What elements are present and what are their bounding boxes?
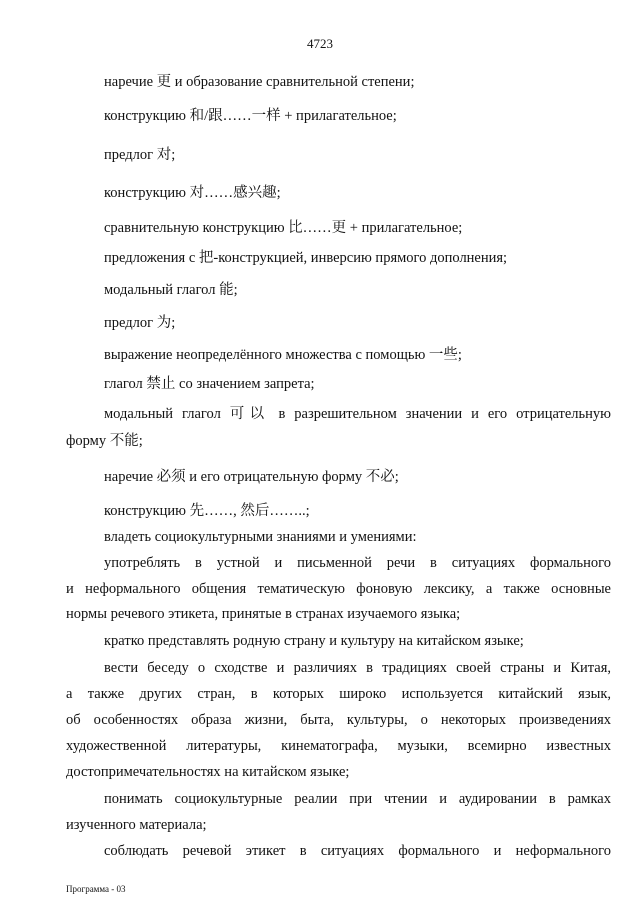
text-line: модальный глагол 可以 в разрешительном значении и его отрицательную bbox=[104, 406, 611, 422]
text-line: употреблять в устной и письменной речи в ситуациях формального bbox=[104, 555, 611, 571]
text-line: владеть социокультурными знаниями и умениями: bbox=[104, 529, 417, 545]
text-line: об особенностях образа жизни, быта, культуры, о некоторых произведениях bbox=[66, 712, 611, 728]
text-line: кратко представлять родную страну и культуру на китайском языке; bbox=[104, 633, 524, 649]
text-line: художественной литературы, кинематографа, музыки, всемирно известных bbox=[66, 738, 611, 754]
text-line: модальный глагол 能; bbox=[104, 282, 238, 298]
text-line: изученного материала; bbox=[66, 817, 207, 833]
text-line: конструкцию 和/跟……一样 + прилагательное; bbox=[104, 108, 397, 124]
footer-label: Программа - 03 bbox=[66, 884, 126, 894]
text-line: вести беседу о сходстве и различиях в традициях своей страны и Китая, bbox=[104, 660, 611, 676]
text-line: нормы речевого этикета, принятые в странах изучаемого языка; bbox=[66, 606, 461, 622]
text-line: а также других стран, в которых широко используется китайский язык, bbox=[66, 686, 611, 702]
text-line: форму 不能; bbox=[66, 433, 143, 449]
text-line: предлог 对; bbox=[104, 147, 176, 163]
text-line: соблюдать речевой этикет в ситуациях формального и неформального bbox=[104, 843, 611, 859]
text-line: наречие 必须 и его отрицательную форму 不必; bbox=[104, 469, 399, 485]
text-line: предлог 为; bbox=[104, 315, 176, 331]
text-line: глагол 禁止 со значением запрета; bbox=[104, 376, 315, 392]
text-line: и неформального общения тематическую фоновую лексику, а также основные bbox=[66, 581, 611, 597]
text-line: наречие 更 и образование сравнительной степени; bbox=[104, 74, 415, 90]
text-line: предложения с 把-конструкцией, инверсию прямого дополнения; bbox=[104, 250, 508, 266]
text-line: конструкцию 对……感兴趣; bbox=[104, 185, 281, 201]
text-line: сравнительную конструкцию 比……更 + прилагательное; bbox=[104, 220, 463, 236]
page-number: 4723 bbox=[307, 36, 333, 51]
text-line: выражение неопределённого множества с помощью 一些; bbox=[104, 347, 462, 363]
text-line: конструкцию 先……, 然后……..; bbox=[104, 503, 310, 519]
text-line: понимать социокультурные реалии при чтении и аудировании в рамках bbox=[104, 791, 611, 807]
text-line: достопримечательностях на китайском языке; bbox=[66, 764, 350, 780]
